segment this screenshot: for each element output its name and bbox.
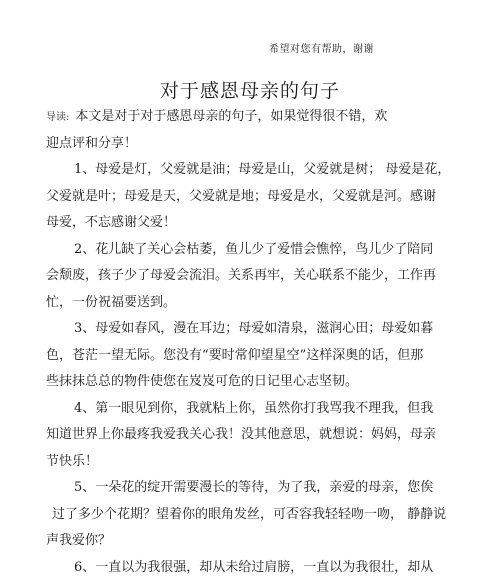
paragraph-5-line-3: 声我爱你？ [46, 528, 458, 555]
header-note: 希望对您有帮助，谢谢 [269, 40, 374, 55]
page-title: 对于感恩母亲的句子 [0, 76, 500, 103]
paragraph-1-line-1: 1、母爱是灯，父爱就是油；母爱是山，父爱就是树； 母爱是花， [46, 157, 458, 184]
document-body [46, 104, 458, 581]
paragraph-1-line-2: 父爱就是叶；母爱是天，父爱就是地；母爱是水，父爱就是河。感谢 [46, 184, 458, 211]
intro-line-2: 迎点评和分享！ [46, 131, 458, 158]
intro-label: 导读: [46, 112, 69, 123]
paragraph-1-line-3: 母爱，不忘感谢父爱！ [46, 210, 458, 237]
paragraph-4-line-1: 4、第一眼见到你，我就粘上你，虽然你打我骂我不理我，但我 [46, 396, 458, 423]
paragraph-4-line-2: 知道世界上你最疼我爱我关心我！没其他意思，就想说：妈妈，母亲 [46, 422, 458, 449]
paragraph-3-line-3: 些抹抹总总的物件使您在岌岌可危的日记里心志坚韧。 [46, 369, 458, 396]
paragraph-4-line-3: 节快乐！ [46, 449, 458, 476]
paragraph-2-line-2: 会颓废，孩子少了母爱会流泪。关系再牢，关心联系不能少，工作再 [46, 263, 458, 290]
paragraph-6-line-1: 6、一直以为我很强，却从未给过肩膀，一直以为我很壮，却从 [46, 555, 458, 581]
paragraph-5-line-1: 5、一朵花的绽开需要漫长的等待，为了我，亲爱的母亲，您俟 [46, 475, 458, 502]
intro-text-1: 本文是对于对于感恩母亲的句子，如果觉得很不错，欢 [69, 109, 387, 124]
intro-line-1 [46, 104, 458, 131]
paragraph-5-line-2: 过了多少个花期？望着你的眼角发丝，可否容我轻轻吻一吻， 静静说 [46, 502, 458, 529]
paragraph-2-line-1: 2、花儿缺了关心会枯萎，鱼儿少了爱惜会憔悴，鸟儿少了陪同 [46, 237, 458, 264]
paragraph-2-line-3: 忙，一份祝福要送到。 [46, 290, 458, 317]
paragraph-3-line-1: 3、母爱如春风，漫在耳边；母爱如清泉，滋润心田；母爱如暮 [46, 316, 458, 343]
paragraph-3-line-2: 色，苍茫一望无际。您没有“要时常仰望星空”这样深奥的话，但那 [46, 343, 458, 370]
